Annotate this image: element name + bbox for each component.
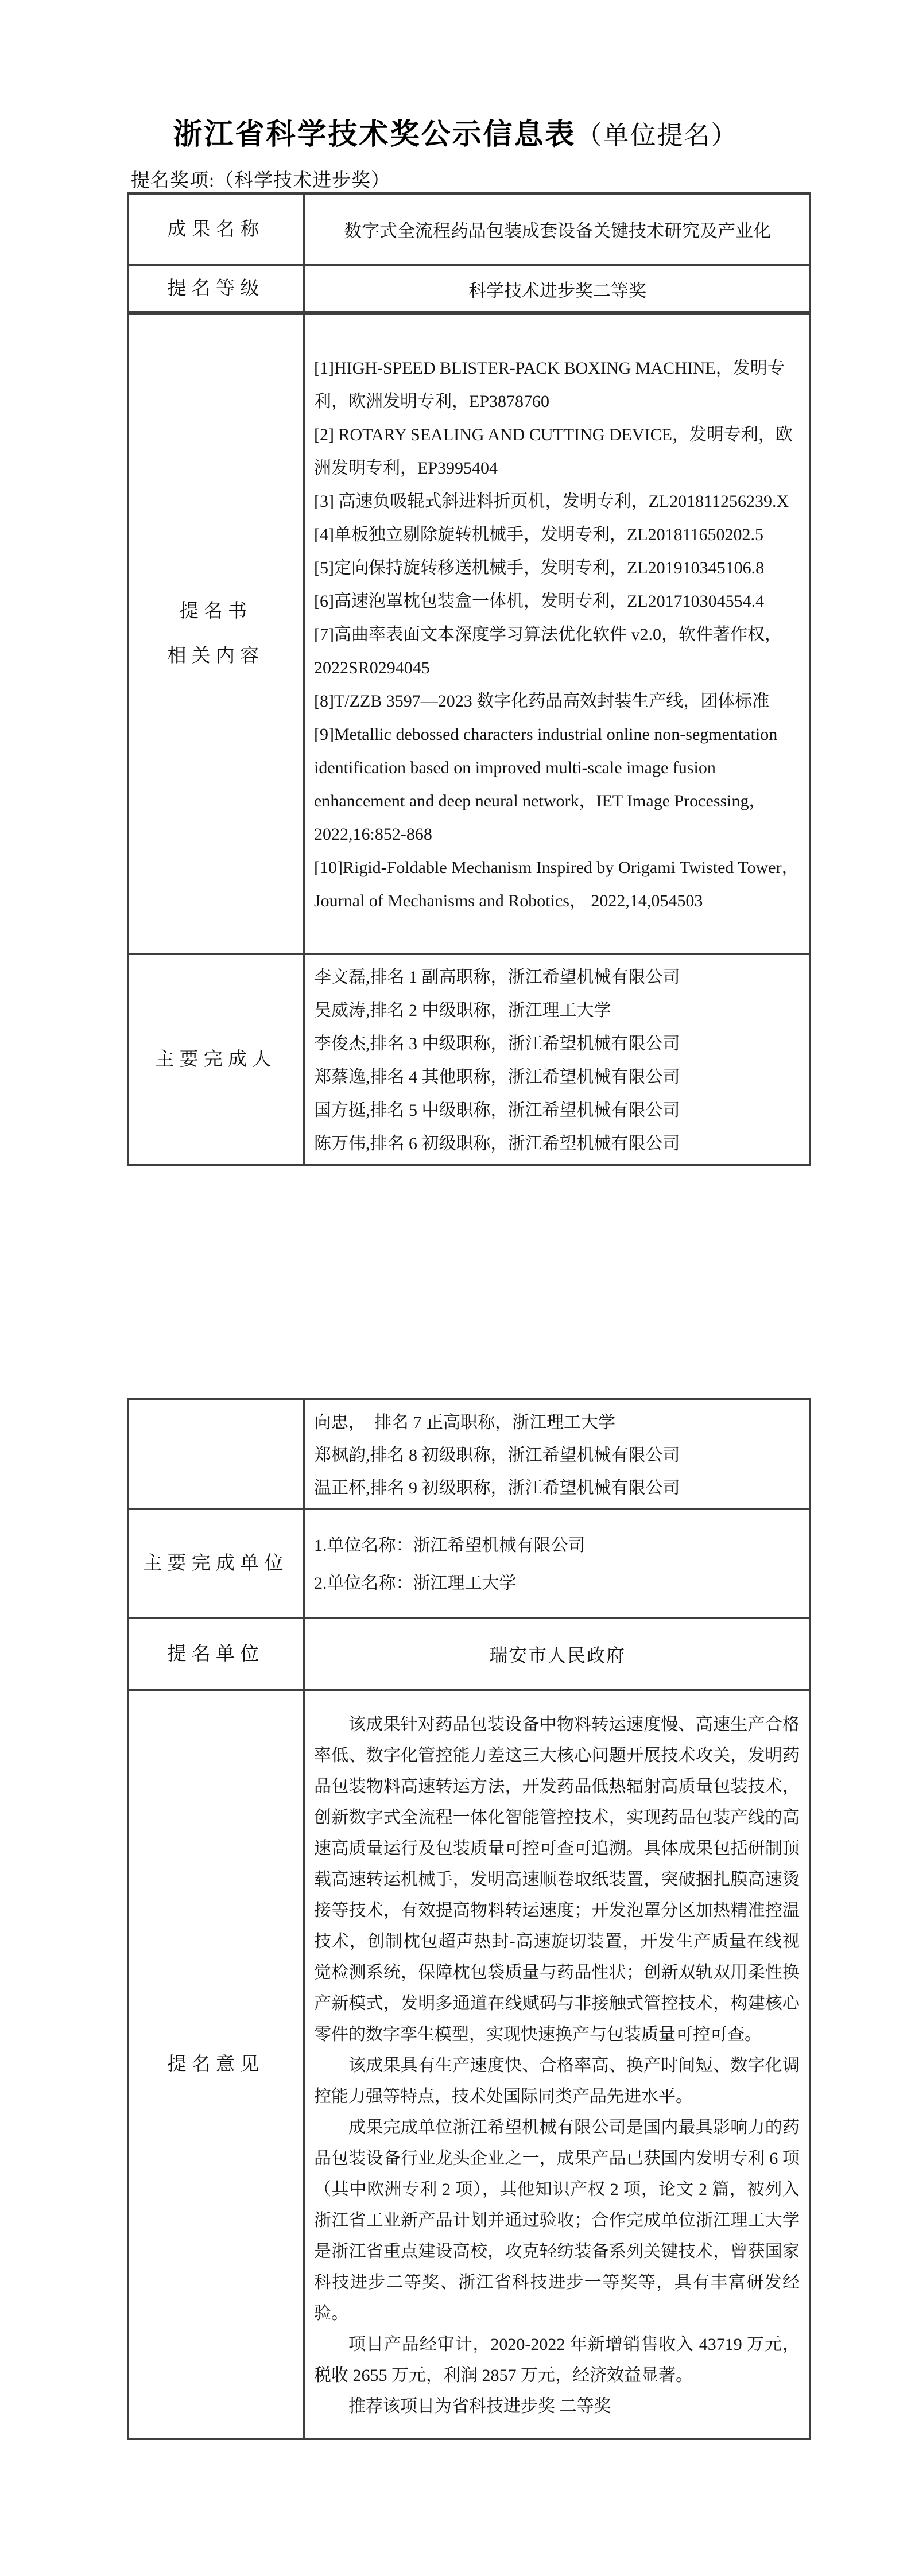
op-para: 该成果针对药品包装设备中物料转运速度慢、高速生产合格率低、数字化管控能力差这三大核心问题开展技术攻关，发明药品包装物料高速转运方法，开发药品低热辐射高质量包装技术，创新数字式全流程一体化智能管控技术，实现药品包装产线的高速高质量运行及包装质量可控可查可追溯。具体成果包括研制顶载高速转运机械手，发明高速顺卷取纸装置，突破捆扎膜高速烫接等技术，有效提高物料转运速度；开发泡罩分区加热精准控温技术，创制枕包超声热封-高速旋切装置，开发生产质量在线视觉检测系统，保障枕包袋质量与药品性状；创新双轨双用柔性换产新模式，发明多通道在线赋码与非接触式管控技术，构建核心零件的数字孪生模型，实现快速换产与包装质量可控可查。 bbox=[314, 1714, 800, 2044]
label-text-line2: 相关内容 bbox=[167, 646, 265, 666]
rc-item: [10]Rigid-Foldable Mechanism Inspired by Origami Twisted Tower， Journal of Mechanisms and Robotics， 2022,14,054503 bbox=[314, 858, 799, 910]
unit-line: 1.单位名称：浙江希望机械有限公司 bbox=[314, 1536, 586, 1555]
rc-item: [1]HIGH-SPEED BLISTER-PACK BOXING MACHINE，发明专利，欧洲发明专利，EP3878760 bbox=[314, 359, 785, 411]
label-text: 提名等级 bbox=[167, 278, 265, 299]
award-category-line: 提名奖项:（科学技术进步奖） bbox=[131, 170, 391, 191]
main-completers-label bbox=[128, 954, 304, 1165]
rc-item: [6]高速泡罩枕包装盒一体机，发明专利，ZL201710304554.4 bbox=[314, 592, 765, 611]
label-text-line1: 提名书 bbox=[179, 601, 253, 622]
label-text: 主要完成单位 bbox=[143, 1553, 289, 1574]
rc-item: [4]单板独立剔除旋转机械手，发明专利，ZL201811650202.5 bbox=[314, 525, 764, 544]
unit-line: 2.单位名称：浙江理工大学 bbox=[314, 1574, 517, 1593]
label-text: 主要完成人 bbox=[155, 1049, 277, 1070]
achievement-name-value: 数字式全流程药品包装成套设备关键技术研究及产业化 bbox=[304, 193, 810, 265]
row-completers-continued bbox=[128, 1399, 810, 1509]
main-units-label bbox=[128, 1509, 304, 1618]
info-table-page2 bbox=[127, 1398, 811, 2440]
rc-item: [8]T/ZZB 3597—2023 数字化药品高效封装生产线，团体标准 bbox=[314, 692, 770, 711]
person-line: 李文磊,排名 1 副高职称，浙江希望机械有限公司 bbox=[314, 968, 680, 987]
completers-continued-list bbox=[304, 1399, 810, 1509]
op-para: 成果完成单位浙江希望机械有限公司是国内最具影响力的药品包装设备行业龙头企业之一，成果产品已获国内发明专利 6 项（其中欧洲专利 2 项），其他知识产权 2 项，论文 2 篇，被列入浙江省工业新产品计划并通过验收；合作完成单位浙江理工大学是浙江省重点建设高校，攻克轻纺装备系列关键技术，曾获国家科技进步二等奖、浙江省科技进步一等奖等，具有丰富研发经验。 bbox=[314, 2117, 800, 2323]
main-completers-list bbox=[304, 954, 810, 1165]
completers-continued-label-empty bbox=[128, 1399, 304, 1509]
op-para: 推荐该项目为省科技进步奖 二等奖 bbox=[348, 2396, 611, 2416]
nomination-grade-value: 科学技术进步奖二等奖 bbox=[304, 265, 810, 313]
op-para: 项目产品经审计，2020-2022 年新增销售收入 43719 万元，税收 2655 万元，利润 2857 万元，经济效益显著。 bbox=[314, 2334, 800, 2385]
nomination-opinion-text bbox=[304, 1690, 810, 2439]
person-line: 陈万伟,排名 6 初级职称，浙江希望机械有限公司 bbox=[314, 1134, 680, 1153]
nominating-unit-value: 瑞安市人民政府 bbox=[304, 1618, 810, 1690]
related-content-label bbox=[128, 313, 304, 954]
rc-item: [7]高曲率表面文本深度学习算法优化软件 v2.0，软件著作权，2022SR0294045 bbox=[314, 625, 782, 677]
rc-item: [3] 高速负吸辊式斜进料折页机，发明专利，ZL201811256239.X bbox=[314, 492, 789, 511]
person-line: 向忠， 排名 7 正高职称，浙江理工大学 bbox=[314, 1413, 615, 1432]
rc-item: [5]定向保持旋转移送机械手，发明专利，ZL201910345106.8 bbox=[314, 558, 765, 577]
row-nominating-unit bbox=[128, 1618, 810, 1690]
op-para: 该成果具有生产速度快、合格率高、换产时间短、数字化调控能力强等特点，技术处国际同类产品先进水平。 bbox=[314, 2055, 800, 2106]
row-achievement-name bbox=[128, 193, 810, 265]
row-main-units bbox=[128, 1509, 810, 1618]
person-line: 郑枫韵,排名 8 初级职称，浙江希望机械有限公司 bbox=[314, 1446, 680, 1465]
person-line: 郑蔡逸,排名 4 其他职称，浙江希望机械有限公司 bbox=[314, 1068, 680, 1087]
page-title-main: 浙江省科学技术奖公示信息表 bbox=[173, 118, 576, 150]
row-nomination-grade bbox=[128, 265, 810, 313]
row-related-content bbox=[128, 313, 810, 954]
nominating-unit-label bbox=[128, 1618, 304, 1690]
achievement-name-label bbox=[128, 193, 304, 265]
nomination-grade-label bbox=[128, 265, 304, 313]
person-line: 李俊杰,排名 3 中级职称，浙江希望机械有限公司 bbox=[314, 1034, 680, 1053]
nomination-opinion-label bbox=[128, 1690, 304, 2439]
person-line: 温正杯,排名 9 初级职称，浙江希望机械有限公司 bbox=[314, 1479, 680, 1498]
info-table-page1 bbox=[127, 192, 811, 1166]
label-text: 成果名称 bbox=[167, 219, 265, 240]
label-text: 提名单位 bbox=[167, 1643, 265, 1665]
person-line: 国方挺,排名 5 中级职称，浙江希望机械有限公司 bbox=[314, 1101, 680, 1120]
page-title-suffix: （单位提名） bbox=[576, 121, 738, 150]
page-title bbox=[0, 110, 911, 153]
person-line: 吴威涛,排名 2 中级职称，浙江理工大学 bbox=[314, 1001, 611, 1020]
row-main-completers bbox=[128, 954, 810, 1165]
rc-item: [9]Metallic debossed characters industrial online non-segmentation identification based on improved multi-scale image fusion enhancement and deep neural network，IET Image Processing， 2022,16:852-868 bbox=[314, 725, 778, 844]
related-content-list bbox=[304, 313, 810, 954]
label-text: 提名意见 bbox=[167, 2054, 265, 2075]
main-units-list bbox=[304, 1509, 810, 1618]
rc-item: [2] ROTARY SEALING AND CUTTING DEVICE，发明专利，欧洲发明专利，EP3995404 bbox=[314, 425, 793, 478]
row-nomination-opinion bbox=[128, 1690, 810, 2439]
